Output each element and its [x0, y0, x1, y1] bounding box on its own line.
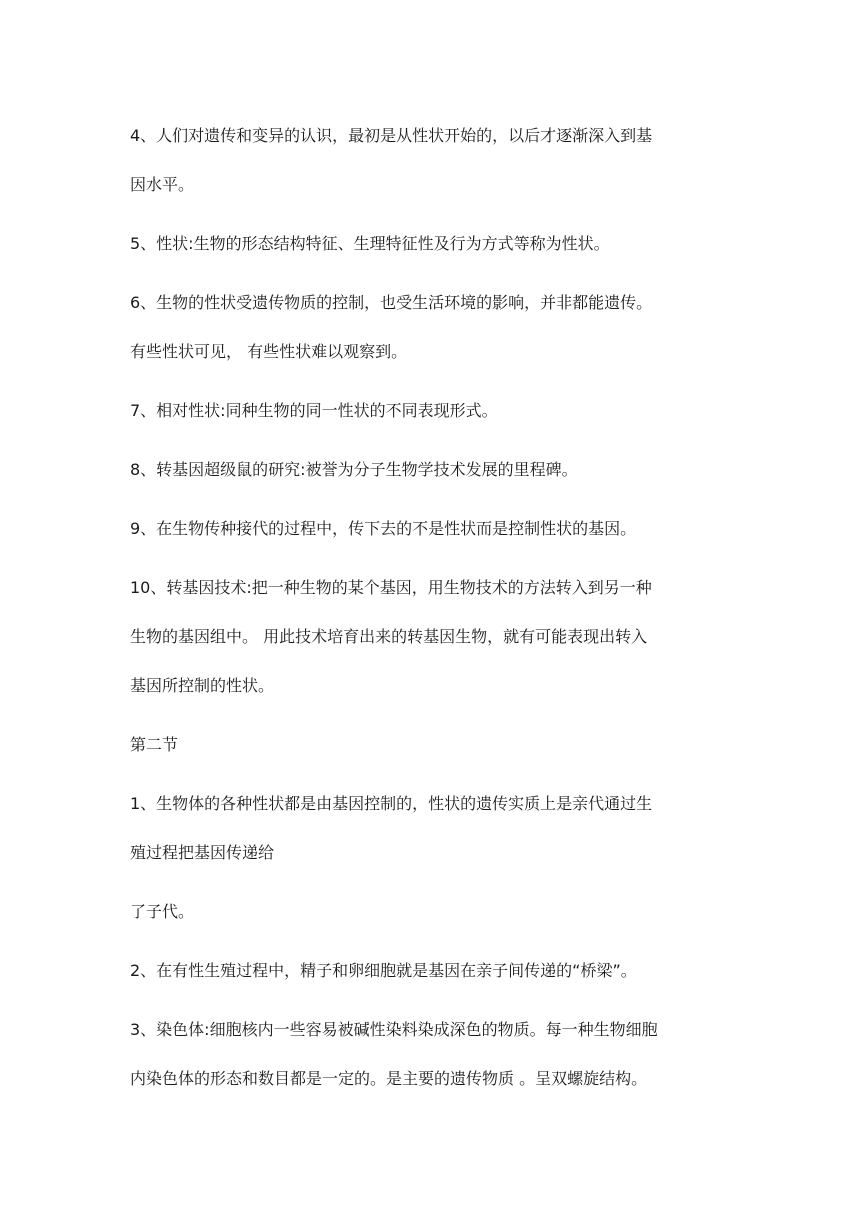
text-line: 了子代。	[130, 902, 195, 921]
text-line: 5、性状:生物的形态结构特征、生理特征性及行为方式等称为性状。	[130, 234, 610, 253]
text-line: 2、在有性生殖过程中，精子和卵细胞就是基因在亲子间传递的“桥梁”。	[130, 961, 637, 980]
paragraph-7-relative-trait	[130, 386, 735, 435]
text-line: 6、生物的性状受遗传物质的控制，也受生活环境的影响，并非都能遗传。	[130, 293, 653, 312]
paragraph-continuation	[130, 887, 735, 936]
text-line: 3、染色体:细胞核内一些容易被碱性染料染成深色的物质。每一种生物细胞	[130, 1020, 658, 1039]
paragraph-3-chromosome	[130, 1005, 735, 1103]
text-line: 内染色体的形态和数目都是一定的。是主要的遗传物质 。呈双螺旋结构。	[130, 1069, 648, 1088]
document-body	[130, 111, 735, 1113]
text-line: 10、转基因技术:把一种生物的某个基因，用生物技术的方法转入到另一种	[130, 578, 652, 597]
section-title: 第二节	[130, 735, 179, 754]
paragraph-10-transgenic-technology	[130, 563, 735, 710]
text-line: 9、在生物传种接代的过程中，传下去的不是性状而是控制性状的基因。	[130, 519, 637, 538]
text-line: 1、生物体的各种性状都是由基因控制的，性状的遗传实质上是亲代通过生	[130, 794, 653, 813]
section-heading	[130, 720, 735, 769]
text-line: 生物的基因组中。 用此技术培育出来的转基因生物，就有可能表现出转入	[130, 627, 648, 646]
paragraph-2-bridge	[130, 946, 735, 995]
paragraph-6-trait-control	[130, 278, 735, 376]
paragraph-4-heredity-recognition	[130, 111, 735, 209]
paragraph-9-gene-passing	[130, 504, 735, 553]
paragraph-8-transgenic-mouse	[130, 445, 735, 494]
text-line: 有些性状可见， 有些性状难以观察到。	[130, 342, 408, 361]
text-line: 殖过程把基因传递给	[130, 843, 275, 862]
text-line: 基因所控制的性状。	[130, 676, 275, 695]
text-line: 因水平。	[130, 175, 195, 194]
paragraph-1-gene-control	[130, 779, 735, 877]
text-line: 8、转基因超级鼠的研究:被誉为分子生物学技术发展的里程碑。	[130, 460, 578, 479]
paragraph-5-trait-definition	[130, 219, 735, 268]
text-line: 4、人们对遗传和变异的认识，最初是从性状开始的，以后才逐渐深入到基	[130, 126, 653, 145]
text-line: 7、相对性状:同种生物的同一性状的不同表现形式。	[130, 401, 498, 420]
